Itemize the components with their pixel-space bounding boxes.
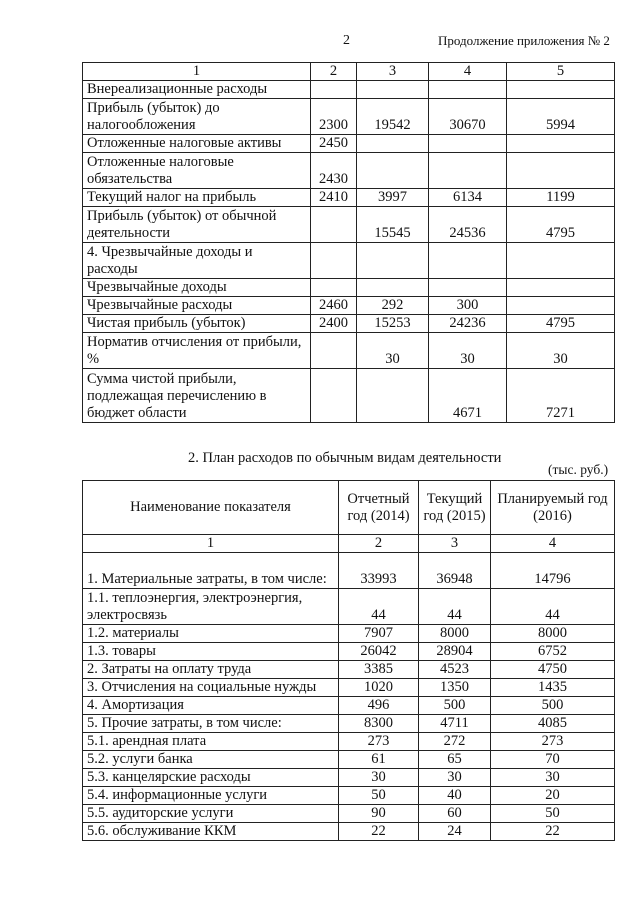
financial-results-table: [82, 62, 615, 423]
row-label: Чистая прибыль (убыток): [83, 315, 311, 333]
cell-value: [357, 135, 429, 153]
cell-value: 1350: [419, 679, 491, 697]
cell-value: 3385: [339, 661, 419, 679]
cell-value: [507, 243, 615, 279]
row-label: 5.2. услуги банка: [83, 751, 339, 769]
section-title: 2. План расходов по обычным видам деятельности: [188, 450, 502, 466]
appendix-continuation-note: Продолжение приложения № 2: [438, 33, 610, 48]
cell-value: 30: [419, 769, 491, 787]
cell-value: 2460: [311, 297, 357, 315]
cell-value: 30: [357, 333, 429, 369]
row-label: 5.3. канцелярские расходы: [83, 769, 339, 787]
cell-value: [311, 279, 357, 297]
cell-value: [311, 207, 357, 243]
cell-value: 4085: [491, 715, 615, 733]
table2-index-cell: 2: [339, 535, 419, 553]
cell-value: [357, 153, 429, 189]
cell-value: 65: [419, 751, 491, 769]
cell-value: 33993: [339, 553, 419, 589]
cell-value: [311, 333, 357, 369]
cell-value: 5994: [507, 99, 615, 135]
table1-col-header: 5: [507, 63, 615, 81]
row-label: Текущий налог на прибыль: [83, 189, 311, 207]
table2-col-header: Планируемый год (2016): [491, 481, 615, 535]
cell-value: 30670: [429, 99, 507, 135]
table-row: [83, 715, 615, 733]
cell-value: 61: [339, 751, 419, 769]
row-label: 5. Прочие затраты, в том числе:: [83, 715, 339, 733]
table-row: [83, 153, 615, 189]
table-row: [83, 625, 615, 643]
table2-index-row: [83, 535, 615, 553]
cell-value: 4795: [507, 315, 615, 333]
cell-value: 7907: [339, 625, 419, 643]
cell-value: [357, 369, 429, 423]
cell-value: 500: [419, 697, 491, 715]
table-row: [83, 135, 615, 153]
cell-value: 273: [339, 733, 419, 751]
table-row: [83, 697, 615, 715]
cell-value: [429, 279, 507, 297]
table-row: [83, 553, 615, 589]
cell-value: 1435: [491, 679, 615, 697]
table-row: [83, 333, 615, 369]
cell-value: 14796: [491, 553, 615, 589]
row-label: 2. Затраты на оплату труда: [83, 661, 339, 679]
cell-value: 22: [491, 823, 615, 841]
table-row: [83, 81, 615, 99]
cell-value: 30: [339, 769, 419, 787]
cell-value: 2410: [311, 189, 357, 207]
cell-value: 30: [491, 769, 615, 787]
cell-value: 4795: [507, 207, 615, 243]
table-row: [83, 243, 615, 279]
cell-value: 15253: [357, 315, 429, 333]
cell-value: [311, 81, 357, 99]
cell-value: 2300: [311, 99, 357, 135]
table-row: [83, 823, 615, 841]
table1-col-header: 4: [429, 63, 507, 81]
cell-value: 50: [339, 787, 419, 805]
row-label: 5.6. обслуживание ККМ: [83, 823, 339, 841]
row-label: 1.1. теплоэнергия, электроэнергия, электросвязь: [83, 589, 339, 625]
cell-value: [429, 153, 507, 189]
cell-value: 4523: [419, 661, 491, 679]
cell-value: 44: [491, 589, 615, 625]
cell-value: 19542: [357, 99, 429, 135]
cell-value: 30: [507, 333, 615, 369]
cell-value: 6134: [429, 189, 507, 207]
cell-value: 300: [429, 297, 507, 315]
table2-col-header: Отчетный год (2014): [339, 481, 419, 535]
table-row: [83, 805, 615, 823]
cell-value: 24: [419, 823, 491, 841]
table2-index-cell: 3: [419, 535, 491, 553]
cell-value: [429, 81, 507, 99]
cell-value: 3997: [357, 189, 429, 207]
cell-value: 292: [357, 297, 429, 315]
row-label: Чрезвычайные доходы: [83, 279, 311, 297]
cell-value: 2430: [311, 153, 357, 189]
cell-value: 24236: [429, 315, 507, 333]
cell-value: 8000: [419, 625, 491, 643]
row-label: Чрезвычайные расходы: [83, 297, 311, 315]
cell-value: 36948: [419, 553, 491, 589]
table-row: [83, 661, 615, 679]
table-row: [83, 99, 615, 135]
table-row: [83, 751, 615, 769]
table2-index-cell: 4: [491, 535, 615, 553]
cell-value: [507, 135, 615, 153]
table-row: [83, 787, 615, 805]
row-label: 3. Отчисления на социальные нужды: [83, 679, 339, 697]
cell-value: 90: [339, 805, 419, 823]
row-label: 5.4. информационные услуги: [83, 787, 339, 805]
cell-value: 22: [339, 823, 419, 841]
row-label: Отложенные налоговые обязательства: [83, 153, 311, 189]
cell-value: 50: [491, 805, 615, 823]
row-label: Прибыль (убыток) от обычной деятельности: [83, 207, 311, 243]
table-row: [83, 589, 615, 625]
row-label: 1.3. товары: [83, 643, 339, 661]
cell-value: 4711: [419, 715, 491, 733]
cell-value: 6752: [491, 643, 615, 661]
table-row: [83, 297, 615, 315]
table2-col-header: Текущий год (2015): [419, 481, 491, 535]
table-row: [83, 207, 615, 243]
expense-plan-table: [82, 480, 615, 841]
cell-value: 70: [491, 751, 615, 769]
cell-value: 496: [339, 697, 419, 715]
table-row: [83, 369, 615, 423]
cell-value: 28904: [419, 643, 491, 661]
cell-value: [311, 243, 357, 279]
row-label: 5.5. аудиторские услуги: [83, 805, 339, 823]
cell-value: 44: [339, 589, 419, 625]
cell-value: 1199: [507, 189, 615, 207]
cell-value: [357, 81, 429, 99]
row-label: Внереализационные расходы: [83, 81, 311, 99]
row-label: 5.1. арендная плата: [83, 733, 339, 751]
cell-value: 500: [491, 697, 615, 715]
table-row: [83, 733, 615, 751]
table1-col-header: 3: [357, 63, 429, 81]
cell-value: 30: [429, 333, 507, 369]
row-label: Прибыль (убыток) до налогообложения: [83, 99, 311, 135]
cell-value: 2400: [311, 315, 357, 333]
cell-value: 15545: [357, 207, 429, 243]
cell-value: 8000: [491, 625, 615, 643]
cell-value: 24536: [429, 207, 507, 243]
table1-col-header: 2: [311, 63, 357, 81]
table-row: [83, 189, 615, 207]
row-label: Сумма чистой прибыли, подлежащая перечислению в бюджет области: [83, 369, 311, 423]
cell-value: 272: [419, 733, 491, 751]
cell-value: 2450: [311, 135, 357, 153]
cell-value: 8300: [339, 715, 419, 733]
cell-value: [429, 243, 507, 279]
row-label: 4. Амортизация: [83, 697, 339, 715]
table2-col-header: Наименование показателя: [83, 481, 339, 535]
table-row: [83, 315, 615, 333]
cell-value: 26042: [339, 643, 419, 661]
table-row: [83, 643, 615, 661]
row-label: Отложенные налоговые активы: [83, 135, 311, 153]
cell-value: 40: [419, 787, 491, 805]
cell-value: [357, 243, 429, 279]
table2-header-row: [83, 481, 615, 535]
table1-header-row: [83, 63, 615, 81]
cell-value: 4750: [491, 661, 615, 679]
cell-value: [507, 279, 615, 297]
cell-value: 273: [491, 733, 615, 751]
cell-value: 60: [419, 805, 491, 823]
cell-value: [507, 153, 615, 189]
cell-value: [507, 81, 615, 99]
cell-value: 20: [491, 787, 615, 805]
table-row: [83, 769, 615, 787]
page-number: 2: [343, 33, 350, 48]
table-row: [83, 279, 615, 297]
cell-value: [357, 279, 429, 297]
row-label: 1. Материальные затраты, в том числе:: [83, 553, 339, 589]
cell-value: 1020: [339, 679, 419, 697]
row-label: Норматив отчисления от прибыли, %: [83, 333, 311, 369]
cell-value: [507, 297, 615, 315]
cell-value: [429, 135, 507, 153]
cell-value: [311, 369, 357, 423]
table1-col-header: 1: [83, 63, 311, 81]
units-label: (тыс. руб.): [548, 462, 609, 477]
cell-value: 44: [419, 589, 491, 625]
table2-index-cell: 1: [83, 535, 339, 553]
row-label: 1.2. материалы: [83, 625, 339, 643]
cell-value: 7271: [507, 369, 615, 423]
row-label: 4. Чрезвычайные доходы и расходы: [83, 243, 311, 279]
table-row: [83, 679, 615, 697]
cell-value: 4671: [429, 369, 507, 423]
